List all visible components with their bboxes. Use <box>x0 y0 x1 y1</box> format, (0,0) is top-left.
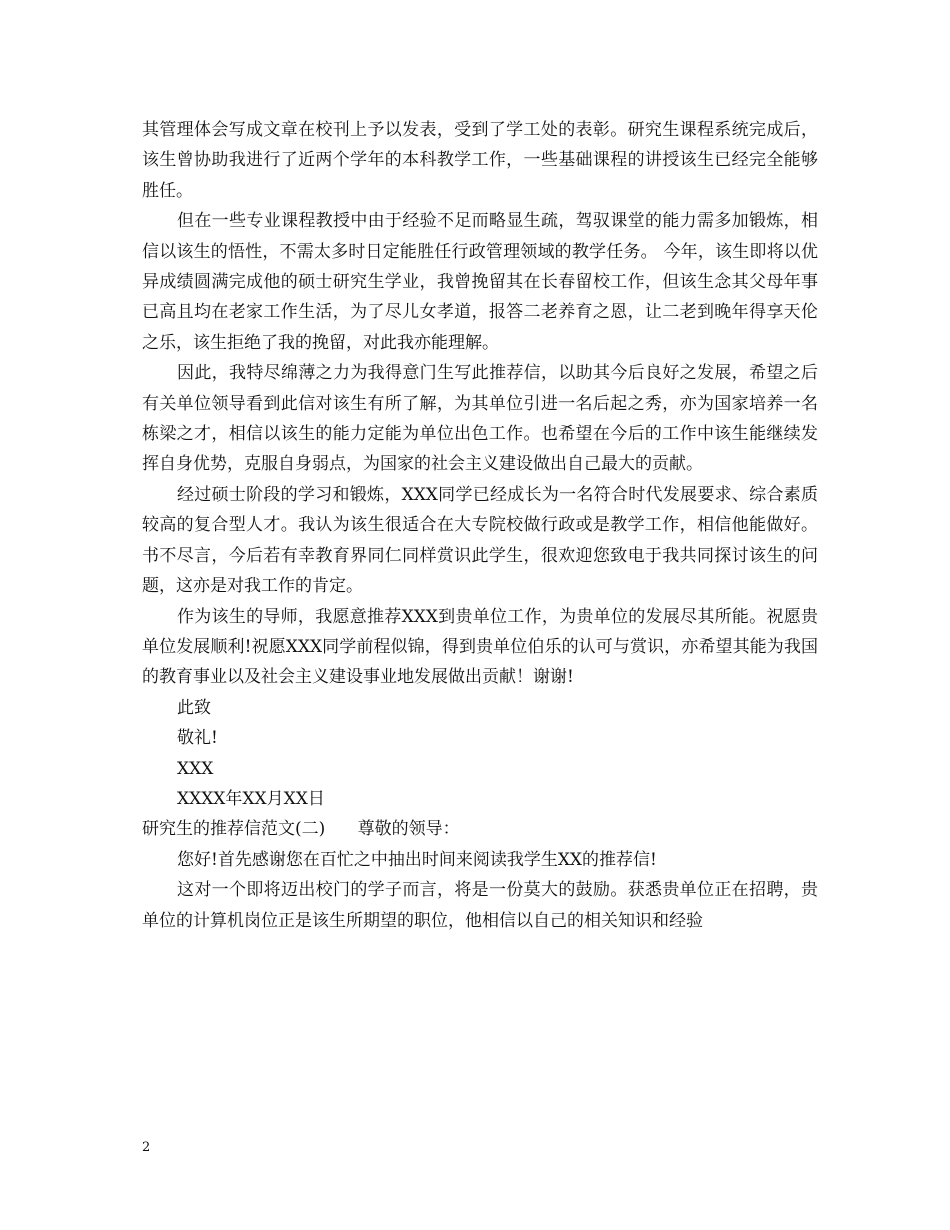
signature: XXX <box>177 758 214 779</box>
paragraph-advisor-endorsement: 作为该生的导师，我愿意推荐XXX到贵单位工作，为贵单位的发展尽其所能。祝愿贵单位发展顺利!祝愿XXX同学前程似锦，得到贵单位伯乐的认可与赏识，亦希望其能为我国的教育事业以及社会主义建设事业地发展做出贡献！谢谢! <box>142 606 818 688</box>
paragraph-teaching-ability: 但在一些专业课程教授中由于经验不足而略显生疏，驾驭课堂的能力需多加锻炼，相信以该生的悟性，不需太多时日定能胜任行政管理领域的教学任务。 今年，该生即将以优异成绩圆满完成他的硕士研究生学业，我曾挽留其在长春留校工作，但该生念其父母年事已高且均在老家工作生活，为了尽儿女孝道，报答二老养育之恩，让二老到晚年得享天伦之乐，该生拒绝了我的挽留，对此我亦能理解。 <box>142 211 818 353</box>
letter-body <box>142 115 818 936</box>
paragraph-continuation: 其管理体会写成文章在校刊上予以发表，受到了学工处的表彰。研究生课程系统完成后，该生曾协助我进行了近两个学年的本科教学工作，一些基础课程的讲授该生已经完全能够胜任。 <box>142 120 818 201</box>
second-letter-body: 这对一个即将迈出校门的学子而言，将是一份莫大的鼓励。获悉贵单位正在招聘，贵单位的计算机岗位正是该生所期望的职位，他相信以自己的相关知识和经验 <box>142 880 818 931</box>
page-number: 2 <box>142 1140 151 1155</box>
closing-salutation: 此致 <box>177 697 211 718</box>
paragraph-student-assessment: 经过硕士阶段的学习和锻炼，XXX同学已经成长为一名符合时代发展要求、综合素质较高的复合型人才。我认为该生很适合在大专院校做行政或是教学工作，相信他能做好。书不尽言，今后若有幸教育界同仁同样赏识此学生，很欢迎您致电于我共同探讨该生的问题，这亦是对我工作的肯定。 <box>142 484 818 597</box>
second-letter-greeting: 您好!首先感谢您在百忙之中抽出时间来阅读我学生XX的推荐信! <box>177 849 657 870</box>
paragraph-recommendation-purpose: 因此，我特尽绵薄之力为我得意门生写此推荐信，以助其今后良好之发展，希望之后有关单位领导看到此信对该生有所了解，为其单位引进一名后起之秀，亦为国家培养一名栋梁之才，相信以该生的能力定能为单位出色工作。也希望在今后的工作中该生能继续发挥自身优势，克服自身弱点，为国家的社会主义建设做出自己最大的贡献。 <box>142 363 818 475</box>
letter-date: XXXX年XX月XX日 <box>177 788 325 809</box>
closing-regards: 敬礼! <box>177 728 218 749</box>
second-letter-heading: 研究生的推荐信范文(二) 尊敬的领导： <box>142 819 460 840</box>
